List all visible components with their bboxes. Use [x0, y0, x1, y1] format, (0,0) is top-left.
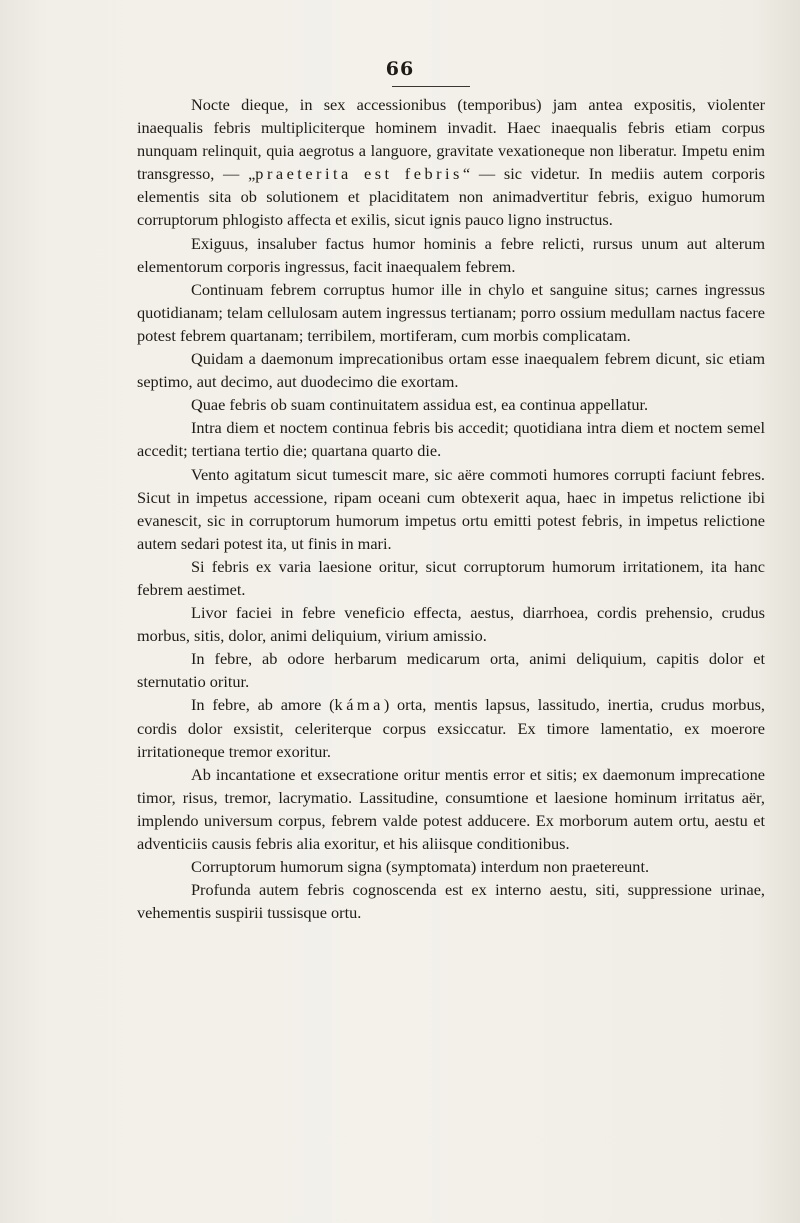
paragraph-8: Si febris ex varia laesione oritur, sicut corruptorum humorum irritationem, ita hanc febrem aestimet. [137, 556, 765, 599]
page-number-rule [392, 86, 470, 87]
paragraph-1-text-a: Nocte dieque, in sex accessionibus (temporibus) jam antea expositis, violenter inaequalis febris multipliciterque hominem invadit. Haec inaequalis febris etiam corpus nunquam relinquit, quia aegrotus a languore, gravitate vexationeque non liberatur. Impetu enim transgresso, — „ [137, 95, 765, 184]
paragraph-5: Quae febris ob suam continuitatem assidua est, ea continua appellatur. [191, 395, 649, 415]
paragraph-11-text-c: ) orta, mentis lapsus, lassitudo, inertia, crudus morbus, cordis dolor exsistit, celeriterque corpus exsiccatur. Ex timore lamentatio, ex moerore irritationeque tremor exoritur. [137, 695, 765, 761]
paragraph-1-spaced-phrase: praeterita est febris [255, 164, 463, 184]
paragraph-10: In febre, ab odore herbarum medicarum orta, animi deliquium, capitis dolor et sternutatio oritur. [137, 649, 765, 692]
paragraph-1 [137, 93, 765, 232]
page-number: 66 [385, 58, 415, 80]
paragraph-1-text-c: “ — sic videtur. In mediis autem corporis elementis sita ob solutionem et placiditatem non animadvertitur febris, exiguo humorum corruptorum phlogisto affecta et exilis, sicut ignis pauco ligno instructus. [137, 164, 766, 230]
paragraph-13: Corruptorum humorum signa (symptomata) interdum non praetereunt. [191, 857, 650, 877]
paragraph-12: Ab incantatione et exsecratione oritur mentis error et sitis; ex daemonum imprecatione timor, risus, tremor, lacrymatio. Lassitudine, consumtione et laesione hominum irritatus aër, implendo universum corpus, febrem valde potest adducere. Ex morborum autem ortu, aestu et adventiciis causis febris alia exoritur, et his aliisque conditionibus. [137, 764, 765, 853]
paragraph-3: Continuam febrem corruptus humor ille in chylo et sanguine situs; carnes ingressus quotidianam; telam cellulosam autem ingressus tertianam; porro ossium medullam nactus facere potest febrem quartanam; terribilem, mortiferam, cum morbis complicatam. [137, 279, 765, 345]
paragraph-11-spaced-word: káma [334, 695, 384, 715]
paragraph-7: Vento agitatum sicut tumescit mare, sic aëre commoti humores corrupti faciunt febres. Sicut in impetus accessione, ripam oceani cum obtexerit aqua, haec in impetus relictione ibi evanescit, sic in corruptorum humorum impetus ortu emitti potest febris, in impetus relictione autem sedari potest ita, ut finis in mari. [137, 464, 765, 553]
paragraph-11 [137, 693, 765, 762]
paragraph-9: Livor faciei in febre veneficio effecta, aestus, diarrhoea, cordis prehensio, crudus morbus, sitis, dolor, animi deliquium, virium amissio. [137, 603, 765, 646]
paragraph-4: Quidam a daemonum imprecationibus ortam esse inaequalem febrem dicunt, sic etiam septimo, aut decimo, aut duodecimo die exortam. [137, 349, 765, 392]
paragraph-11-text-a: In febre, ab amore ( [191, 695, 335, 715]
paragraph-2: Exiguus, insaluber factus humor hominis a febre relicti, rursus unum aut alterum elementorum corporis ingressus, facit inaequalem febrem. [137, 233, 765, 276]
paragraph-6: Intra diem et noctem continua febris bis accedit; quotidiana intra diem et noctem semel accedit; tertiana tertio die; quartana quarto die. [137, 418, 765, 461]
paragraph-14: Profunda autem febris cognoscenda est ex interno aestu, siti, suppressione urinae, vehementis suspirii tussisque ortu. [137, 880, 765, 923]
body-text [137, 93, 765, 924]
